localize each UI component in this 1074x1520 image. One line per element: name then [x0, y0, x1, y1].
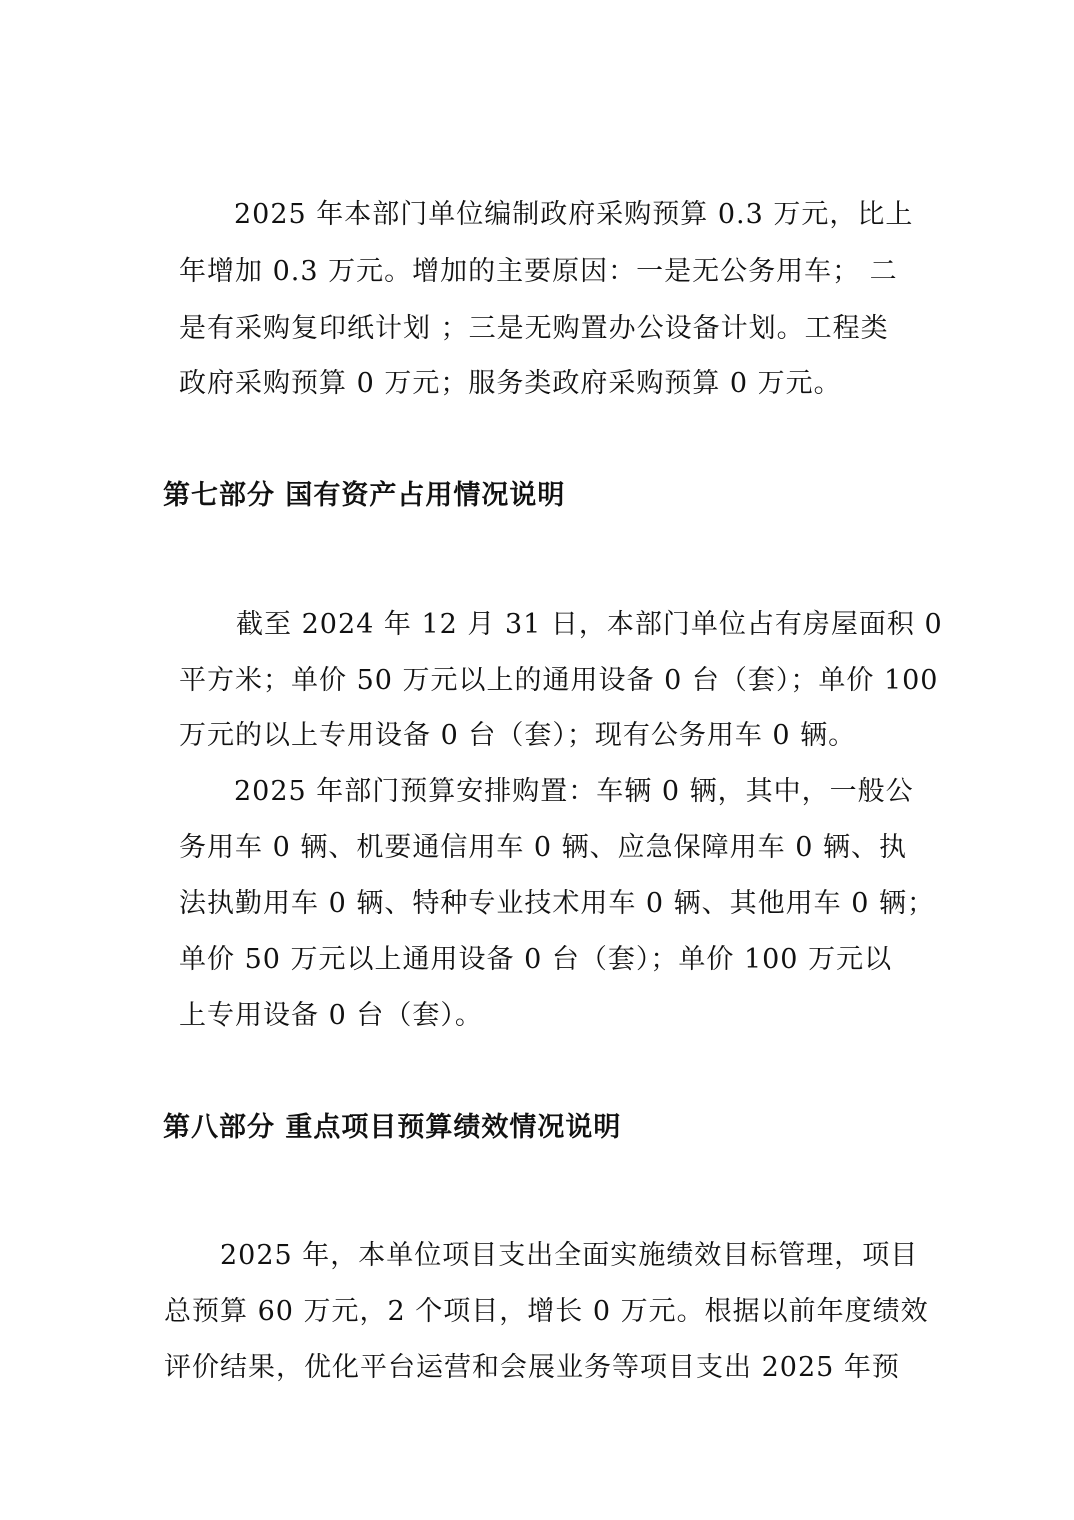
- paragraph-line: 务用车 0 辆、机要通信用车 0 辆、应急保障用车 0 辆、执: [179, 832, 908, 863]
- paragraph-line: 政府采购预算 0 万元；服务类政府采购预算 0 万元。: [179, 368, 842, 399]
- paragraph-line: 2025 年，本单位项目支出全面实施绩效目标管理，项目: [220, 1240, 919, 1271]
- section-heading: 第八部分 重点项目预算绩效情况说明: [163, 1112, 622, 1143]
- paragraph-line: 是有采购复印纸计划 ；三是无购置办公设备计划。工程类: [179, 313, 889, 344]
- paragraph-line: 上专用设备 0 台（套）。: [179, 1000, 483, 1031]
- paragraph-line: 截至 2024 年 12 月 31 日，本部门单位占有房屋面积 0: [236, 609, 943, 640]
- paragraph-line: 法执勤用车 0 辆、特种专业技术用车 0 辆、其他用车 0 辆；: [179, 888, 936, 919]
- paragraph-line: 万元的以上专用设备 0 台（套）；现有公务用车 0 辆。: [179, 720, 857, 751]
- paragraph-line: 2025 年部门预算安排购置：车辆 0 辆，其中，一般公: [234, 776, 914, 807]
- paragraph-line: 总预算 60 万元，2 个项目，增长 0 万元。根据以前年度绩效: [164, 1296, 929, 1327]
- paragraph-line: 单价 50 万元以上通用设备 0 台（套）；单价 100 万元以: [179, 944, 893, 975]
- section-heading: 第七部分 国有资产占用情况说明: [163, 480, 566, 511]
- paragraph-line: 平方米；单价 50 万元以上的通用设备 0 台（套）；单价 100: [179, 665, 939, 696]
- paragraph-line: 评价结果，优化平台运营和会展业务等项目支出 2025 年预: [164, 1352, 900, 1383]
- paragraph-line: 年增加 0.3 万元。增加的主要原因：一是无公务用车； 二: [179, 256, 898, 287]
- paragraph-line: 2025 年本部门单位编制政府采购预算 0.3 万元，比上: [234, 199, 914, 230]
